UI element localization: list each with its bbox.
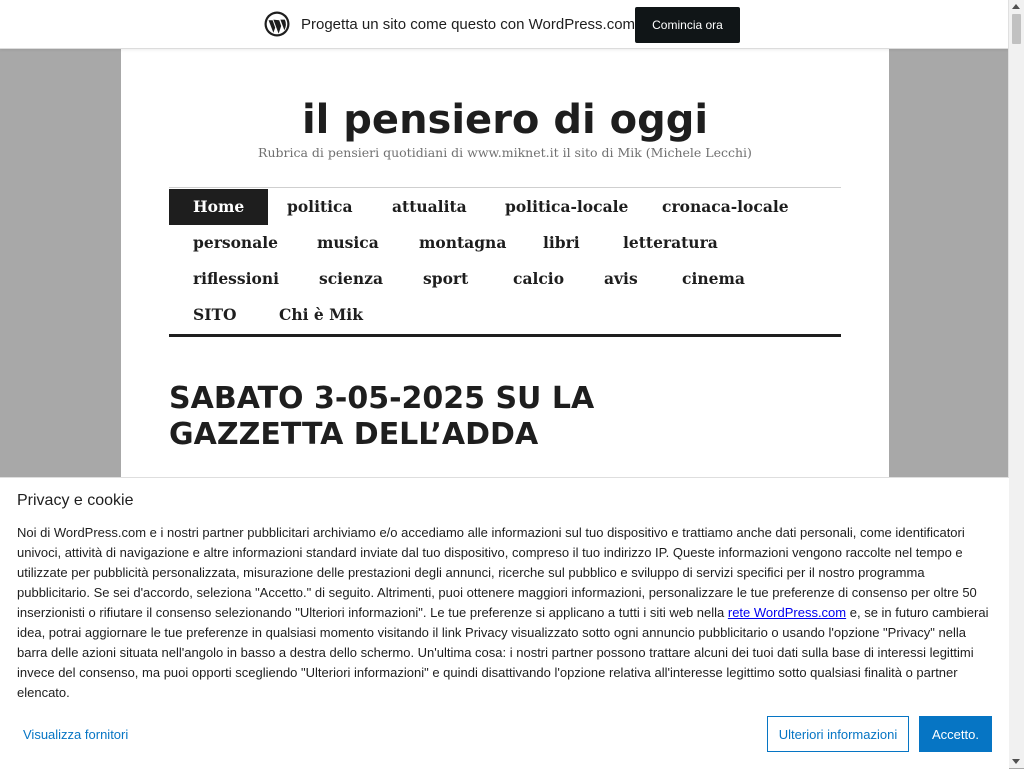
scroll-down-arrow-icon[interactable] [1012,759,1020,764]
scroll-up-arrow-icon[interactable] [1012,4,1020,9]
nav-item-home[interactable]: Home [169,189,268,225]
nav-item-personale[interactable]: personale [193,233,278,252]
wordpress-logo-icon[interactable] [264,11,290,37]
nav-item-letteratura[interactable]: letteratura [623,233,718,252]
nav-item-sito[interactable]: SITO [193,305,237,324]
nav-item-riflessioni[interactable]: riflessioni [193,269,280,288]
scrollbar-thumb[interactable] [1012,14,1021,44]
view-vendors-link[interactable]: Visualizza fornitori [23,727,129,742]
cookie-consent-banner [0,477,1009,769]
nav-item-musica[interactable]: musica [317,233,379,252]
nav-item-politica[interactable]: politica [287,197,353,216]
nav-item-calcio[interactable]: calcio [513,269,565,288]
site-title[interactable]: il pensiero di oggi [301,97,709,143]
main-navigation [169,187,841,337]
accept-button[interactable]: Accetto. [919,716,992,752]
nav-item-scienza[interactable]: scienza [319,269,384,288]
cookie-text-part-1: Noi di WordPress.com e i nostri partner pubblicitari archiviamo e/o accediamo alle informazioni sul tuo dispositivo e trattiamo anche dati personali, come identificatori univoci, attività di navigazione e altre informazioni standard inviate dal tuo dispositivo, compreso il tuo indirizzo IP. Queste informazioni vengono raccolte nel tempo e utilizzate per pubblicità personalizzata, misurazione delle prestazioni degli annunci, ricerche sul pubblico e sviluppo di servizi specifici per il nostro programma pubblicitario. Se sei d'accordo, seleziona "Accetto." di seguito. Altrimenti, puoi ottenere maggiori informazioni, personalizzare le tue preferenze di consenso per oltre 50 inserzionisti o rifiutare il consenso selezionando "Ulteriori informazioni". Le tue preferenze si applicano a tutti i siti web nella [17,525,977,620]
cookie-heading: Privacy e cookie [17,492,134,509]
cookie-text [17,523,992,703]
nav-item-montagna[interactable]: montagna [419,233,507,252]
more-info-button[interactable]: Ulteriori informazioni [767,716,909,752]
wordpress-promo-bar [0,0,1009,49]
promo-text: Progetta un sito come questo con WordPress.com [301,16,636,33]
nav-item-libri[interactable]: libri [543,233,580,252]
post-title-line-1: SABATO 3-05-2025 SU LA [169,381,595,416]
site-description: Rubrica di pensieri quotidiani di www.miknet.it il sito di Mik (Michele Lecchi) [258,145,752,160]
nav-item-avis[interactable]: avis [604,269,638,288]
nav-item-chi-e-mik[interactable]: Chi è Mik [279,305,363,324]
wordpress-network-link[interactable]: rete WordPress.com [727,605,847,620]
nav-item-cronaca-locale[interactable]: cronaca-locale [662,197,789,216]
vertical-scrollbar[interactable] [1008,0,1024,768]
nav-item-politica-locale[interactable]: politica-locale [505,197,629,216]
post-title[interactable] [169,381,689,453]
cookie-text-part-2: e, se in futuro cambierai idea, potrai aggiornare le tue preferenze in qualsiasi momento visitando il link Privacy visualizzato sotto ogni annuncio pubblicitario o usando l'opzione "Privacy" nella barra delle azioni situata nell'angolo in basso a destra dello schermo. Un'ultima cosa: i nostri partner possono trattare alcuni dei tuoi dati sulla base di interessi legittimi invece del consenso, ma puoi opporti scegliendo "Ulteriori informazioni" e quindi disattivando l'opzione relativa all'interesse legittimo sotto qualsiasi finalità o partner elencato. [17,605,989,700]
nav-item-cinema[interactable]: cinema [682,269,745,288]
start-now-button[interactable]: Comincia ora [635,7,740,43]
post-title-line-2: GAZZETTA DELL’ADDA [169,417,539,452]
nav-item-sport[interactable]: sport [423,269,469,288]
nav-item-attualita[interactable]: attualita [392,197,467,216]
